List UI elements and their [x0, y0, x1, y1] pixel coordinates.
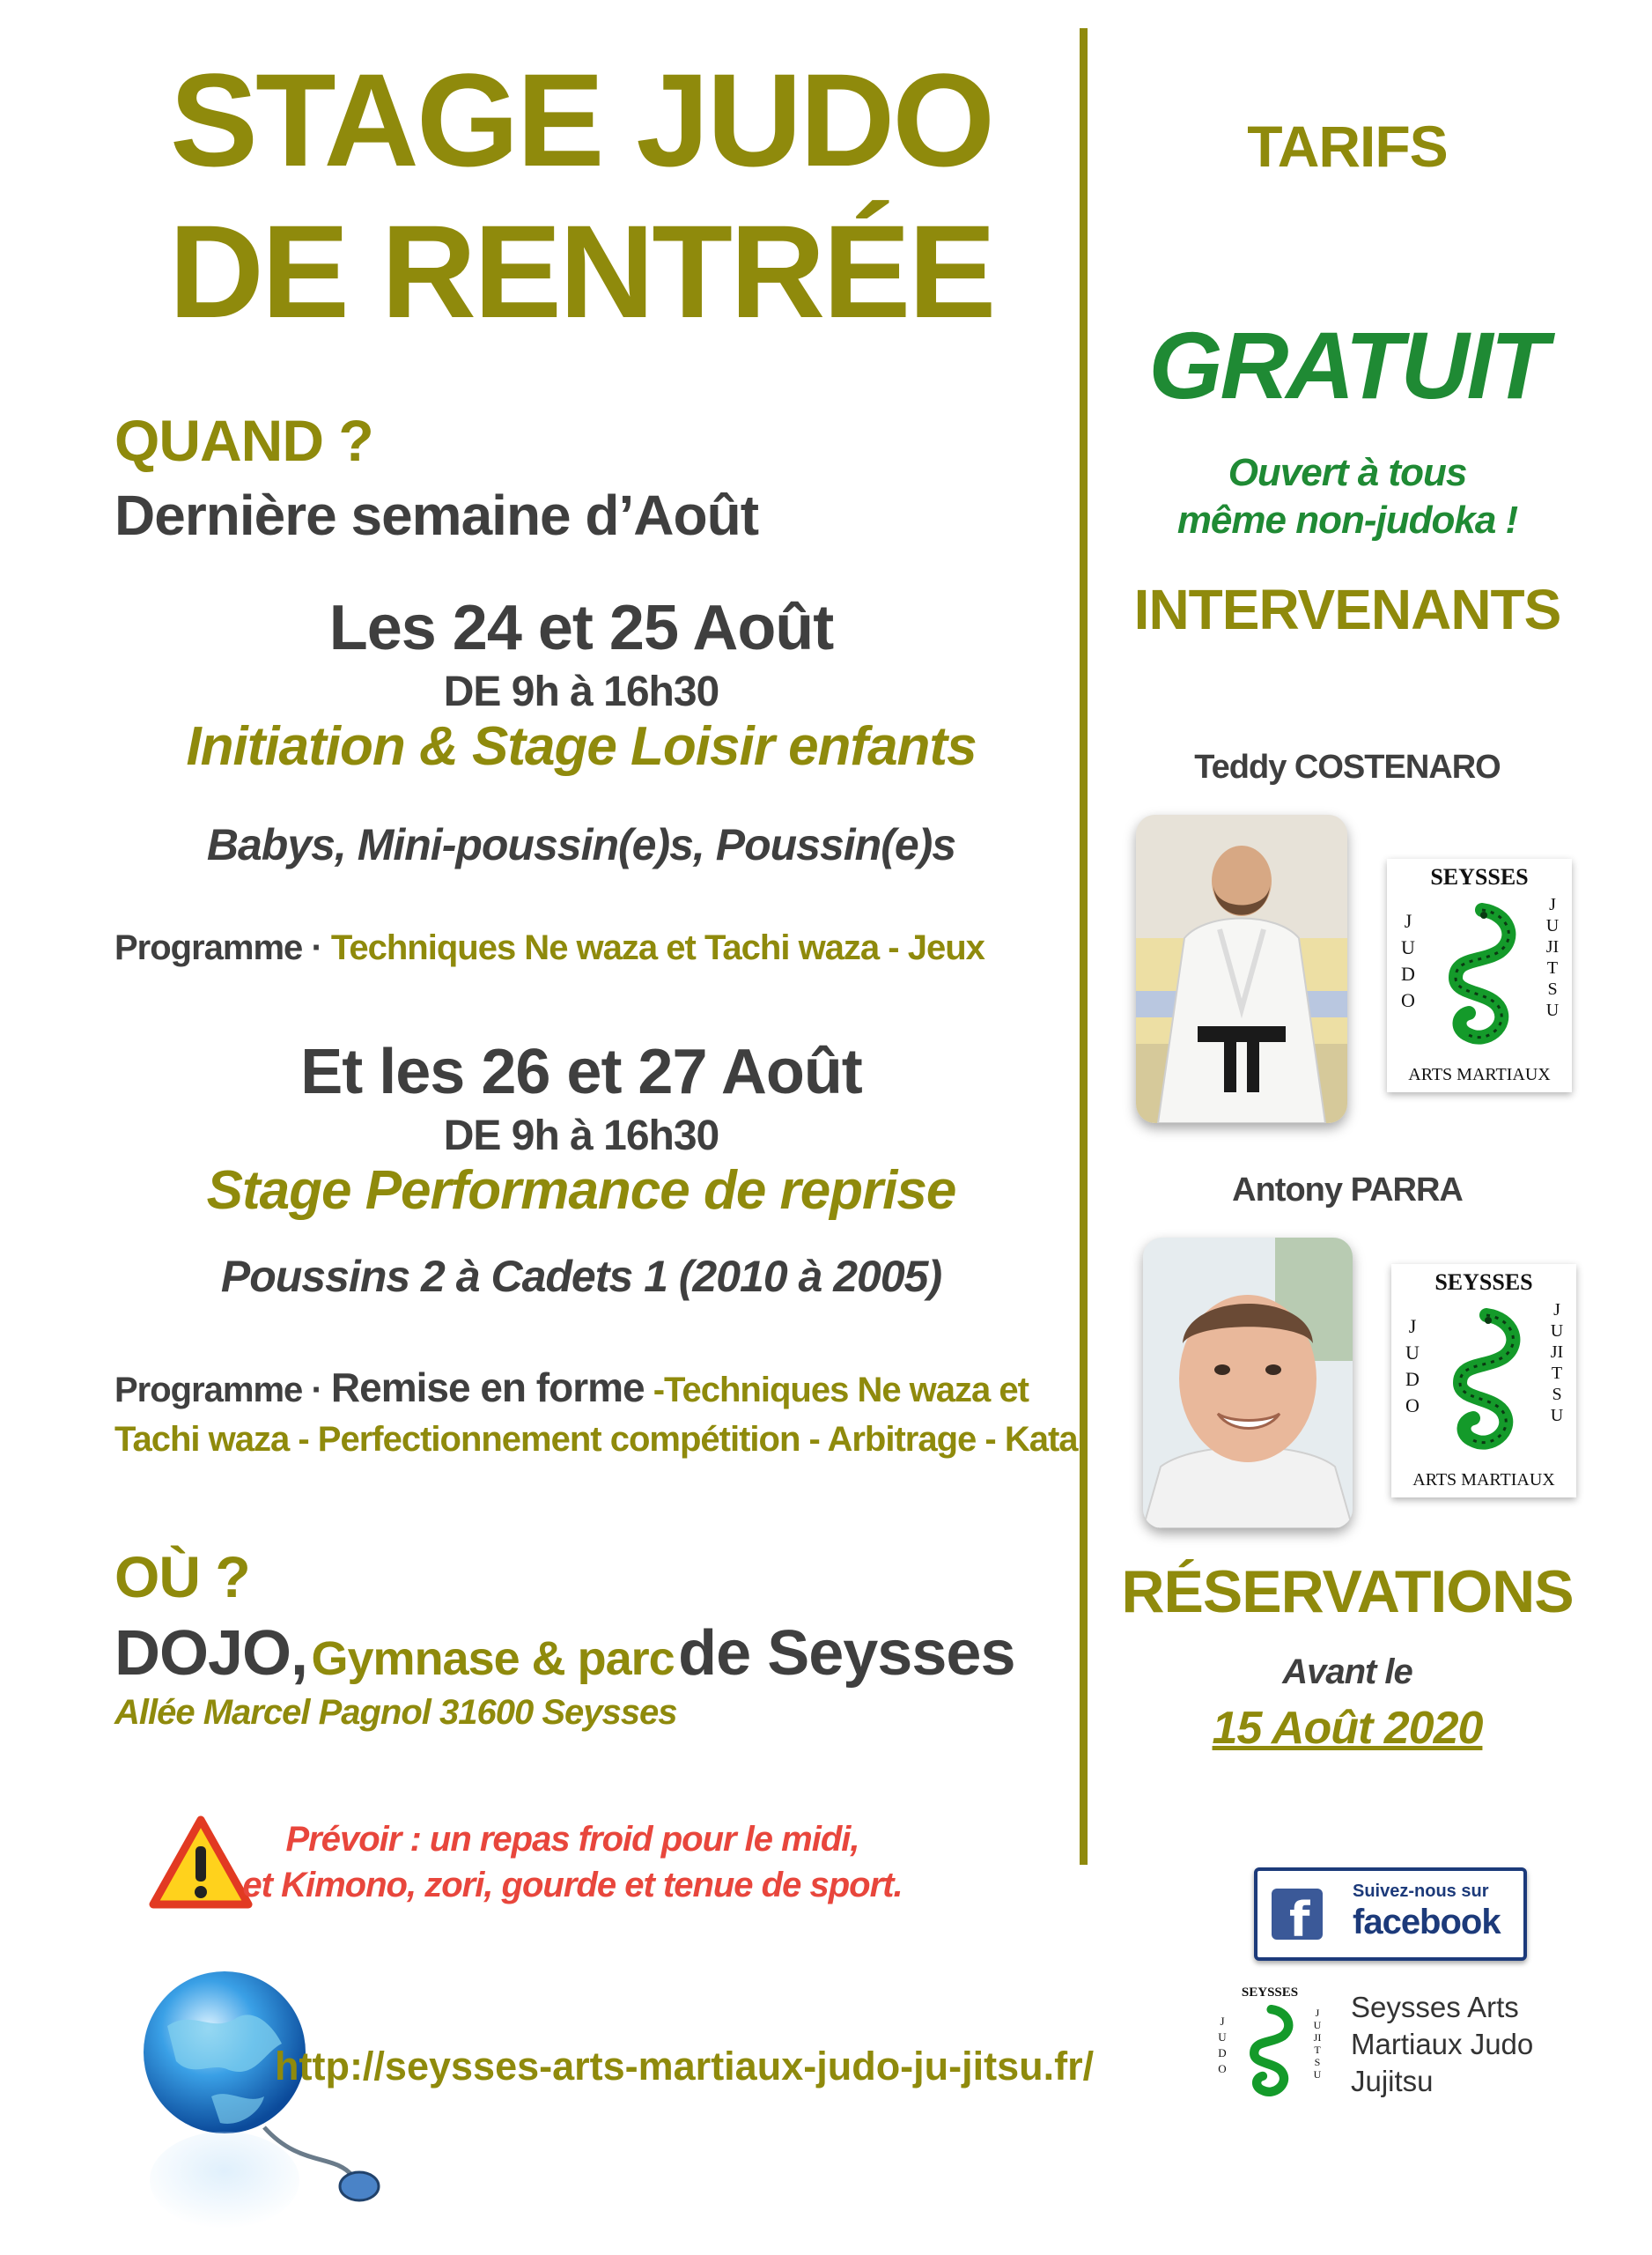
facebook-icon: f — [1272, 1889, 1323, 1940]
session2-dates: Et les 26 et 27 Août — [300, 1037, 862, 1107]
reservations-label: RÉSERVATIONS — [1121, 1558, 1574, 1625]
dragon-icon — [1429, 903, 1530, 1057]
session1-dates: Les 24 et 25 Août — [328, 593, 834, 663]
quand-subtitle: Dernière semaine d’Août — [114, 484, 758, 547]
person2-photo — [1143, 1238, 1353, 1528]
location-city: de Seysses — [678, 1618, 1015, 1689]
facebook-page-name[interactable] — [1351, 1989, 1533, 2100]
page-title — [106, 44, 1057, 347]
programme-text: Techniques Ne waza et Tachi waza - Jeux — [330, 928, 985, 967]
mini-logo-left-text: JUDO — [1218, 2015, 1227, 2075]
programme-highlight: Remise en forme — [330, 1364, 645, 1410]
programme-label: Programme — [114, 928, 303, 967]
programme-text: -Techniques Ne waza et — [644, 1371, 1029, 1409]
mini-logo-right-text: JUJITSU — [1313, 2007, 1322, 2081]
logo-top-text: SEYSSES — [1430, 864, 1529, 890]
address: Allée Marcel Pagnol 31600 Seysses — [114, 1693, 677, 1732]
facebook-button[interactable] — [1254, 1867, 1527, 1961]
location-gymnase: Gymnase & parc — [311, 1632, 675, 1685]
logo-left-text: JUDO — [1405, 1315, 1420, 1416]
session2-programme-line1 — [114, 1364, 1029, 1411]
intervenants-label: INTERVENANTS — [1133, 578, 1561, 641]
programme-label: Programme — [114, 1371, 303, 1409]
session2-name: Stage Performance de reprise — [206, 1160, 956, 1221]
quand-label: QUAND ? — [114, 408, 373, 473]
website-link[interactable]: http://seysses-arts-martiaux-judo-ju-jitsu.fr/ — [275, 2044, 1095, 2089]
ou-label: OÙ ? — [114, 1544, 250, 1609]
session2-programme-line2: Tachi waza - Perfectionnement compétition - Arbitrage - Kata — [114, 1420, 1078, 1459]
logo-bottom-text: ARTS MARTIAUX — [1412, 1470, 1555, 1490]
facebook-brand-text: facebook — [1353, 1903, 1501, 1941]
logo-top-text: SEYSSES — [1434, 1269, 1533, 1295]
location-line — [114, 1617, 1014, 1689]
mini-logo-top-text: SEYSSES — [1241, 1985, 1299, 2000]
person1-name: Teddy COSTENARO — [1194, 749, 1501, 786]
club-logo — [1387, 859, 1572, 1092]
deadline-date: 15 Août 2020 — [1212, 1703, 1483, 1754]
before-label: Avant le — [1282, 1652, 1412, 1691]
globe-mouse-icon — [132, 1964, 396, 2237]
facebook-page-line-1: Seysses Arts — [1351, 1991, 1519, 2023]
club-logo — [1391, 1264, 1576, 1497]
facebook-page-logo — [1213, 1982, 1326, 2105]
facebook-follow-text: Suivez-nous sur — [1353, 1882, 1489, 1901]
session1-public: Babys, Mini-poussin(e)s, Poussin(e)s — [206, 820, 956, 869]
warning-line-2: et Kimono, zori, gourde et tenue de sport. — [242, 1866, 903, 1904]
logo-bottom-text: ARTS MARTIAUX — [1408, 1065, 1551, 1084]
warning-text — [238, 1816, 907, 1908]
programme-separator: · — [311, 928, 322, 967]
dragon-icon — [1434, 1308, 1535, 1462]
session2-public: Poussins 2 à Cadets 1 (2010 à 2005) — [220, 1252, 942, 1301]
warning-line-1: Prévoir : un repas froid pour le midi, — [285, 1820, 859, 1859]
vertical-divider — [1080, 28, 1088, 1865]
logo-right-text: JUJITSU — [1550, 1300, 1564, 1425]
open-line-1: Ouvert à tous — [1228, 451, 1467, 494]
person1-photo — [1136, 815, 1347, 1123]
price-label: GRATUIT — [1148, 312, 1546, 418]
title-line-1: STAGE JUDO — [169, 46, 992, 194]
logo-left-text: JUDO — [1401, 910, 1415, 1011]
open-line-2: même non-judoka ! — [1176, 499, 1518, 542]
location-dojo: DOJO, — [114, 1618, 308, 1689]
open-to-all — [1118, 449, 1576, 544]
session1-programme — [114, 928, 985, 968]
facebook-page-line-2: Martiaux Judo — [1351, 2028, 1534, 2060]
facebook-page-line-3: Jujitsu — [1351, 2065, 1434, 2097]
session1-hours: DE 9h à 16h30 — [443, 669, 719, 715]
title-line-2: DE RENTRÉE — [168, 197, 994, 345]
session2-hours: DE 9h à 16h30 — [443, 1113, 719, 1159]
person2-name: Antony PARRA — [1232, 1172, 1463, 1209]
logo-right-text: JUJITSU — [1545, 895, 1560, 1020]
session1-name: Initiation & Stage Loisir enfants — [186, 716, 977, 777]
programme-separator: · — [311, 1371, 322, 1409]
tarifs-label: TARIFS — [1247, 114, 1448, 179]
